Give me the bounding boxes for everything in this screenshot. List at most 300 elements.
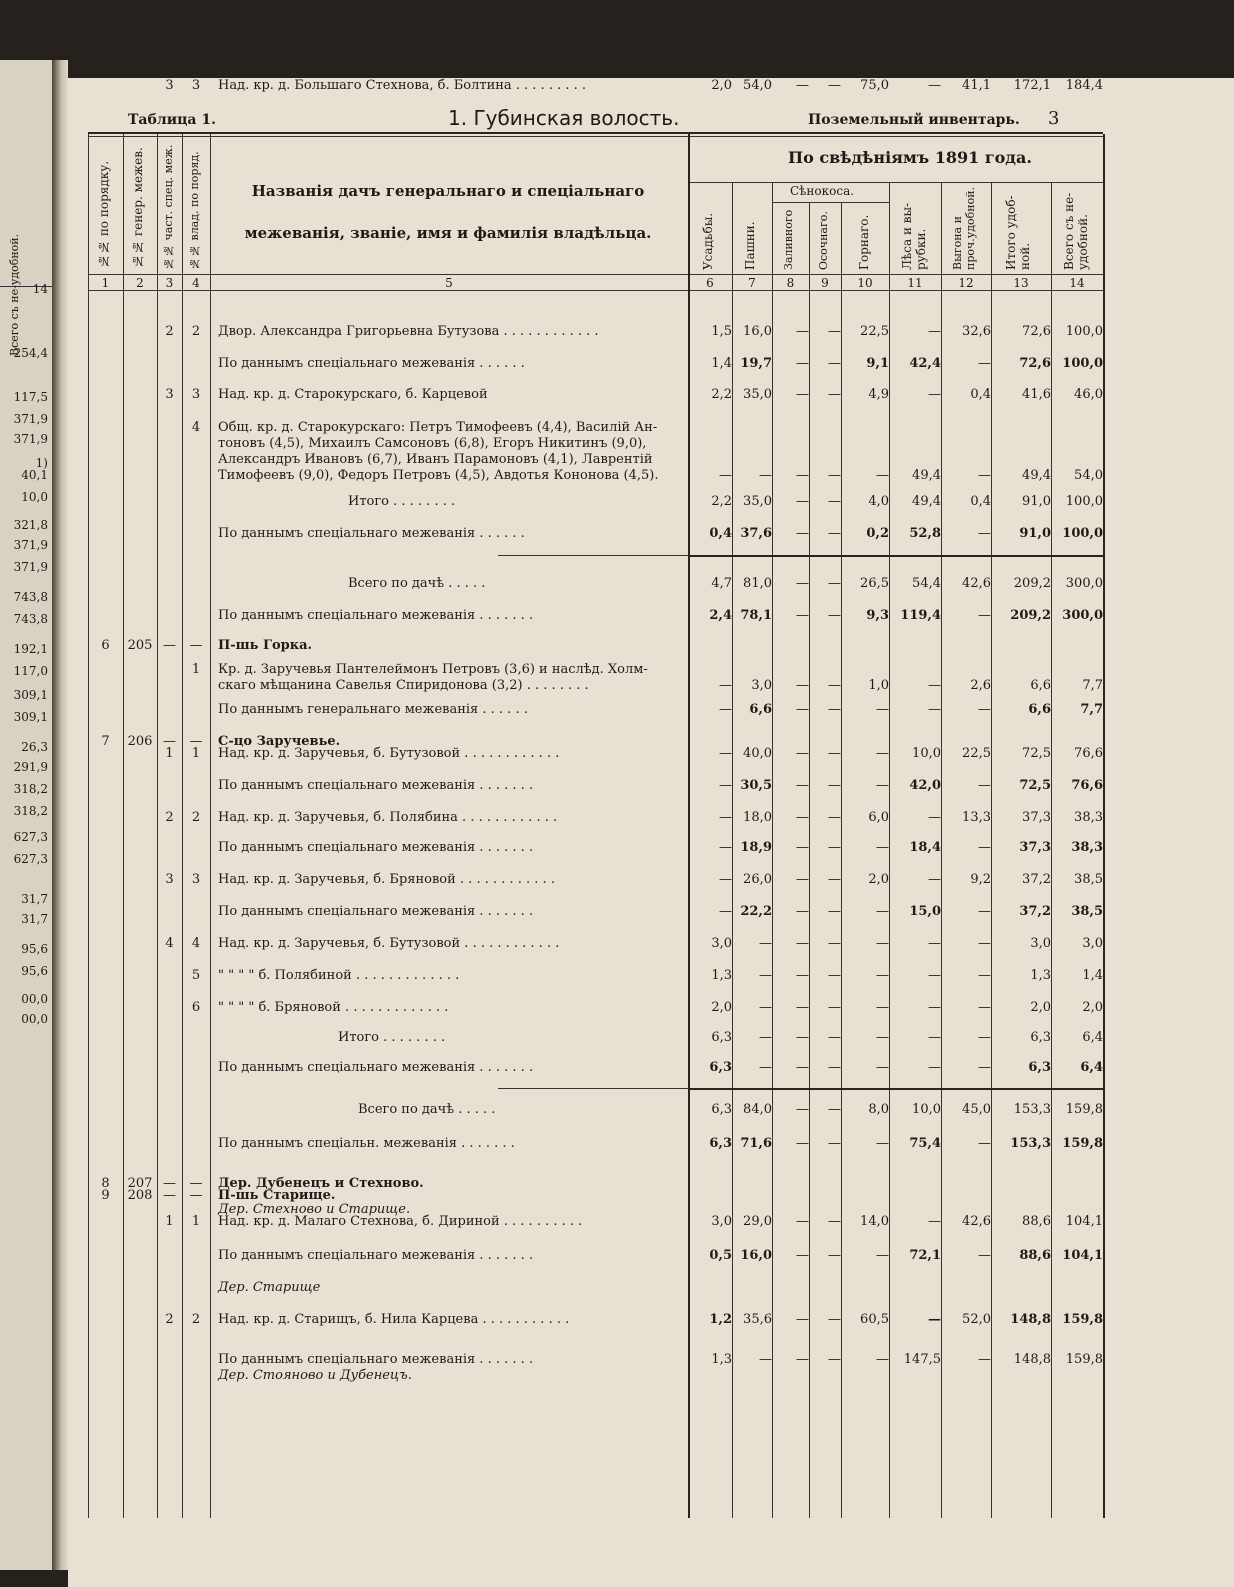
- row-c2: 205: [127, 638, 153, 653]
- row-description: [218, 662, 688, 694]
- cell-n11: 75,4: [909, 1136, 941, 1151]
- row-c4: 2: [191, 810, 201, 825]
- cell-n13: 209,2: [1013, 576, 1051, 591]
- row-c3: 2: [165, 1312, 174, 1327]
- cell-n11: 49,4: [912, 494, 941, 509]
- cell-n7: 30,5: [740, 778, 772, 793]
- cell-n8: —: [796, 1136, 809, 1151]
- cell-n7: 19,7: [740, 356, 772, 371]
- cell-n10: —: [876, 702, 889, 717]
- row-description: По даннымъ спеціальнаго межеванія . . . . . . .: [218, 1060, 534, 1075]
- cell-n8: —: [796, 387, 809, 402]
- col-header-itogo: Итого удоб-ной.: [1004, 195, 1032, 270]
- row-description: По даннымъ спеціальнаго межеванія . . . . . .: [218, 526, 525, 541]
- row-c1: 7: [101, 734, 110, 749]
- row-description: П-шь Старище.: [218, 1188, 336, 1203]
- cell-n11: 42,4: [909, 356, 941, 371]
- cell-n8: —: [796, 526, 809, 541]
- cell-n9: —: [828, 1030, 841, 1045]
- row-description: С-цо Заручевье.: [218, 734, 341, 749]
- block-rule: [688, 1088, 1103, 1090]
- cell-n7: —: [759, 468, 772, 483]
- cell-n12: 45,0: [962, 1102, 991, 1117]
- column-number: 13: [1013, 276, 1029, 290]
- cell-n12: —: [978, 356, 991, 371]
- col-header-les: Лѣса и вы-рубки.: [900, 202, 928, 270]
- cell-n14: 7,7: [1080, 702, 1103, 717]
- row-description: Над. кр. д. Заручевья, б. Бутузовой . . . . . . . . . . . .: [218, 746, 560, 761]
- cell-n6: —: [719, 468, 732, 483]
- cell-n7: 3,0: [751, 678, 772, 693]
- row-description: Над. кр. д. Старокурскаго, б. Карцевой: [218, 387, 488, 402]
- cell-n11: —: [928, 1312, 941, 1327]
- cell-n14: 100,0: [1062, 356, 1103, 371]
- cell-n10: —: [876, 1352, 889, 1367]
- row-c4: 4: [191, 420, 201, 435]
- cell-n11: —: [928, 702, 941, 717]
- cell-n10: 6,0: [868, 810, 889, 825]
- row-c3: 3: [165, 78, 174, 93]
- left-page-value: 291,9: [13, 760, 48, 774]
- cell-n6: —: [719, 746, 732, 761]
- row-description: " " " " б. Бряновой . . . . . . . . . . . . .: [218, 1000, 449, 1015]
- row-c4: 3: [191, 387, 201, 402]
- left-page-value: 1): [35, 456, 48, 470]
- row-description: По даннымъ спеціальнаго межеванія . . . . . . .: [218, 608, 534, 623]
- cell-n14: 159,8: [1062, 1312, 1103, 1327]
- row-c4: 1: [191, 746, 201, 761]
- cell-n9: —: [828, 810, 841, 825]
- cell-n9: —: [828, 1352, 841, 1367]
- cell-n9: —: [828, 746, 841, 761]
- cell-n14: 54,0: [1074, 468, 1103, 483]
- cell-n10: —: [876, 1000, 889, 1015]
- cell-n6: 6,3: [711, 1102, 732, 1117]
- col-rule: [1103, 134, 1105, 1518]
- col-header-spec: №№ част. спец. меж.: [162, 144, 175, 270]
- left-page-strip: [0, 60, 54, 1570]
- col-header-osochnogo: Осочнаго.: [817, 211, 830, 270]
- cell-n9: —: [828, 387, 841, 402]
- cell-n9: —: [828, 468, 841, 483]
- cell-n14: 159,8: [1065, 1352, 1103, 1367]
- cell-n6: 1,2: [709, 1312, 732, 1327]
- cell-n9: —: [828, 1060, 841, 1075]
- cell-n10: —: [876, 904, 889, 919]
- row-description: Двор. Александра Григорьевна Бутузова . . . . . . . . . . . .: [218, 324, 599, 339]
- cell-n12: —: [978, 904, 991, 919]
- cell-n8: —: [796, 1030, 809, 1045]
- cell-n10: 9,1: [866, 356, 889, 371]
- col-rule: [210, 134, 211, 1518]
- column-number: 4: [192, 276, 200, 290]
- cell-n11: 18,4: [909, 840, 941, 855]
- row-description-line: Александръ Ивановъ (6,7), Иванъ Парамоновъ (4,1), Лаврентій: [218, 452, 653, 467]
- left-page-header-text: Всего съ не-удобной.: [8, 233, 21, 356]
- cell-n9: —: [828, 968, 841, 983]
- cell-n6: —: [719, 678, 732, 693]
- cell-n7: 18,9: [740, 840, 772, 855]
- row-c3: 1: [165, 1214, 174, 1229]
- header-top-rule: [88, 132, 1103, 134]
- left-page-value: 254,4: [13, 346, 48, 360]
- cell-n9: —: [828, 702, 841, 717]
- cell-n14: 76,6: [1071, 778, 1103, 793]
- cell-n8: —: [796, 936, 809, 951]
- cell-n12: —: [978, 968, 991, 983]
- row-c4: 6: [191, 1000, 201, 1015]
- left-page-value: 117,5: [13, 390, 48, 404]
- cell-n11: 10,0: [912, 746, 941, 761]
- cell-n8: —: [796, 324, 809, 339]
- cell-n7: 37,6: [740, 526, 772, 541]
- row-description: " " " " б. Полябиной . . . . . . . . . . . . .: [218, 968, 460, 983]
- col-rule: [123, 134, 124, 1518]
- cell-n6: 6,3: [709, 1060, 732, 1075]
- cell-n14: 159,8: [1065, 1102, 1103, 1117]
- cell-n9: —: [828, 872, 841, 887]
- left-page-col-number: 14: [32, 282, 48, 296]
- cell-n9: —: [828, 608, 841, 623]
- cell-n12: —: [978, 526, 991, 541]
- cell-n13: 6,6: [1030, 678, 1051, 693]
- cell-n9: —: [828, 526, 841, 541]
- column-number: 10: [857, 276, 873, 290]
- cell-n9: —: [828, 1102, 841, 1117]
- cell-n13: 37,2: [1019, 904, 1051, 919]
- cell-n13: 37,3: [1022, 810, 1051, 825]
- left-page-value: 371,9: [13, 538, 48, 552]
- cell-n14: 1,4: [1082, 968, 1103, 983]
- row-description: Всего по дачѣ . . . . .: [358, 1102, 496, 1117]
- cell-n14: 100,0: [1065, 494, 1103, 509]
- cell-n8: —: [796, 1352, 809, 1367]
- row-c4: —: [189, 1188, 203, 1203]
- cell-n13: 72,5: [1019, 778, 1051, 793]
- cell-n9: —: [828, 1214, 841, 1229]
- row-c2: 207: [127, 1176, 153, 1191]
- left-page-value: 627,3: [13, 852, 48, 866]
- row-description: Итого . . . . . . . .: [338, 1030, 446, 1045]
- cell-n12: 42,6: [962, 1214, 991, 1229]
- cell-n6: 1,5: [711, 324, 732, 339]
- cell-n6: 0,5: [709, 1248, 732, 1263]
- cell-n8: —: [796, 494, 809, 509]
- cell-n8: —: [796, 576, 809, 591]
- col-header-pashni: Пашни.: [743, 221, 757, 270]
- cell-n10: —: [876, 936, 889, 951]
- left-page-value: 309,1: [13, 710, 48, 724]
- group-title-rule: [688, 182, 1103, 183]
- row-description: Дер. Дубенецъ и Стехново.: [218, 1176, 424, 1191]
- cell-n13: 72,6: [1022, 324, 1051, 339]
- cell-n11: 15,0: [909, 904, 941, 919]
- row-description: Над. кр. д. Заручевья, б. Бряновой . . . . . . . . . . . .: [218, 872, 555, 887]
- cell-n12: 32,6: [962, 324, 991, 339]
- cell-n13: 3,0: [1030, 936, 1051, 951]
- left-page-value: 95,6: [21, 942, 48, 956]
- cell-n12: —: [978, 608, 991, 623]
- cell-n6: 3,0: [711, 1214, 732, 1229]
- cell-n10: —: [876, 1136, 889, 1151]
- cell-n12: —: [978, 468, 991, 483]
- cell-n10: 26,5: [860, 576, 889, 591]
- cell-n6: —: [719, 702, 732, 717]
- cell-n8: —: [796, 78, 809, 93]
- row-c4: 1: [191, 662, 201, 677]
- col-header-seq: №№ по порядку.: [97, 160, 111, 268]
- row-description: Дер. Стехново и Старище.: [218, 1202, 411, 1217]
- cell-n12: 41,1: [962, 78, 991, 93]
- cell-n12: —: [978, 1060, 991, 1075]
- cell-n12: —: [978, 1030, 991, 1045]
- cell-n9: —: [828, 904, 841, 919]
- cell-n6: 3,0: [711, 936, 732, 951]
- cell-n14: 38,5: [1074, 872, 1103, 887]
- cell-n12: 9,2: [970, 872, 991, 887]
- cell-n10: 22,5: [860, 324, 889, 339]
- row-c4: —: [189, 734, 203, 749]
- cell-n11: —: [928, 872, 941, 887]
- cell-n13: 1,3: [1030, 968, 1051, 983]
- cell-n14: 300,0: [1062, 608, 1103, 623]
- hay-group-rule: [772, 202, 889, 203]
- cell-n11: —: [928, 324, 941, 339]
- row-c4: —: [189, 1176, 203, 1191]
- col-header-usadby: Усадьбы.: [701, 212, 715, 270]
- cell-n9: —: [828, 494, 841, 509]
- cell-n10: —: [876, 746, 889, 761]
- cell-n12: —: [978, 702, 991, 717]
- cell-n13: 37,3: [1019, 840, 1051, 855]
- cell-n13: 6,6: [1028, 702, 1051, 717]
- column-number: 3: [165, 276, 174, 290]
- cell-n14: 100,0: [1065, 324, 1103, 339]
- cell-n7: 54,0: [743, 78, 772, 93]
- row-c3: 3: [165, 387, 174, 402]
- row-description: По даннымъ спеціальнаго межеванія . . . . . . .: [218, 840, 534, 855]
- cell-n8: —: [796, 1312, 809, 1327]
- row-c3: 2: [165, 810, 174, 825]
- row-description: По даннымъ генеральнаго межеванія . . . . . .: [218, 702, 528, 717]
- cell-n9: —: [828, 324, 841, 339]
- left-page-value: 743,8: [13, 612, 48, 626]
- cell-n8: —: [796, 904, 809, 919]
- row-description: Итого . . . . . . . .: [348, 494, 456, 509]
- cell-n8: —: [796, 1102, 809, 1117]
- left-page-value: 31,7: [21, 912, 48, 926]
- cell-n6: —: [719, 810, 732, 825]
- cell-n14: 6,4: [1082, 1030, 1103, 1045]
- group-title: По свѣдѣніямъ 1891 года.: [788, 148, 1032, 167]
- cell-n10: —: [876, 1060, 889, 1075]
- cell-n7: —: [759, 1000, 772, 1015]
- col-rule: [88, 134, 89, 1518]
- cell-n6: 6,3: [711, 1030, 732, 1045]
- cell-n11: 54,4: [912, 576, 941, 591]
- numbers-bottom-rule: [88, 290, 1103, 291]
- cell-n13: 2,0: [1030, 1000, 1051, 1015]
- cell-n8: —: [796, 608, 809, 623]
- left-page-value: 371,9: [13, 560, 48, 574]
- cell-n9: —: [828, 840, 841, 855]
- cell-n14: 300,0: [1065, 576, 1103, 591]
- cell-n6: —: [719, 840, 732, 855]
- cell-n9: —: [828, 936, 841, 951]
- cell-n6: —: [719, 904, 732, 919]
- cell-n14: 104,1: [1065, 1214, 1103, 1229]
- left-page-value: 95,6: [21, 964, 48, 978]
- left-page-value: 31,7: [21, 892, 48, 906]
- cell-n11: —: [928, 1214, 941, 1229]
- cell-n8: —: [796, 810, 809, 825]
- cell-n13: 91,0: [1019, 526, 1051, 541]
- left-page-value: 26,3: [21, 740, 48, 754]
- cell-n14: 3,0: [1082, 936, 1103, 951]
- cell-n7: 35,0: [743, 387, 772, 402]
- cell-n12: 2,6: [970, 678, 991, 693]
- cell-n13: 72,5: [1022, 746, 1051, 761]
- row-c4: 2: [191, 1312, 201, 1327]
- cell-n8: —: [796, 1214, 809, 1229]
- cell-n8: —: [796, 840, 809, 855]
- cell-n11: 42,0: [909, 778, 941, 793]
- cell-n11: —: [928, 78, 941, 93]
- cell-n8: —: [796, 746, 809, 761]
- cell-n14: 38,5: [1071, 904, 1103, 919]
- header-bottom-rule: [88, 274, 1103, 275]
- left-page-value: 318,2: [13, 782, 48, 796]
- column-number: 12: [958, 276, 974, 290]
- row-c1: 8: [101, 1176, 110, 1191]
- row-c3: —: [163, 1176, 176, 1191]
- col-header-vsego: Всего съ не-удобной.: [1062, 192, 1090, 270]
- row-c4: 3: [191, 78, 201, 93]
- cell-n11: 52,8: [909, 526, 941, 541]
- row-description: По даннымъ спеціальнаго межеванія . . . . . . .: [218, 1352, 534, 1367]
- row-c1: 9: [101, 1188, 110, 1203]
- page-title: 1. Губинская волость.: [448, 106, 680, 130]
- block-rule: [498, 1088, 688, 1089]
- cell-n6: 2,4: [709, 608, 732, 623]
- row-c3: 1: [165, 746, 174, 761]
- cell-n11: —: [928, 1000, 941, 1015]
- cell-n8: —: [796, 1060, 809, 1075]
- left-page-value: 00,0: [21, 1012, 48, 1026]
- cell-n7: 16,0: [740, 1248, 772, 1263]
- cell-n8: —: [796, 678, 809, 693]
- row-c4: —: [189, 638, 203, 653]
- cell-n11: 49,4: [912, 468, 941, 483]
- cell-n10: 60,5: [860, 1312, 889, 1327]
- cell-n6: 1,3: [711, 1352, 732, 1367]
- cell-n14: 7,7: [1082, 678, 1103, 693]
- cell-n9: —: [828, 1000, 841, 1015]
- row-description-line: Кр. д. Заручевья Пантелеймонъ Петровъ (3,6) и наслѣд. Холм-: [218, 662, 648, 677]
- row-c3: —: [163, 734, 176, 749]
- left-page-value: 10,0: [21, 490, 48, 504]
- left-page-value: 371,9: [13, 412, 48, 426]
- cell-n7: —: [759, 936, 772, 951]
- cell-n8: —: [796, 702, 809, 717]
- cell-n9: —: [828, 356, 841, 371]
- cell-n6: 2,0: [711, 78, 732, 93]
- cell-n6: 0,4: [709, 526, 732, 541]
- cell-n14: 184,4: [1065, 78, 1103, 93]
- col-rule: [182, 134, 183, 1518]
- cell-n7: 16,0: [743, 324, 772, 339]
- row-description: [218, 420, 688, 484]
- row-c4: 1: [191, 1214, 201, 1229]
- cell-n13: 91,0: [1022, 494, 1051, 509]
- left-page-value: 627,3: [13, 830, 48, 844]
- cell-n14: 76,6: [1074, 746, 1103, 761]
- row-c4: 2: [191, 324, 201, 339]
- row-c3: 4: [165, 936, 174, 951]
- hay-group-title: Сѣнокоса.: [790, 184, 855, 198]
- row-description-line: тоновъ (4,5), Михаилъ Самсоновъ (6,8), Егоръ Никитинъ (9,0),: [218, 436, 647, 451]
- cell-n10: 75,0: [860, 78, 889, 93]
- cell-n9: —: [828, 576, 841, 591]
- column-number: 9: [821, 276, 829, 290]
- col-rule: [688, 134, 690, 1518]
- column-number: 14: [1069, 276, 1085, 290]
- cell-n13: 6,3: [1028, 1060, 1051, 1075]
- cell-n8: —: [796, 1248, 809, 1263]
- row-description-line: Тимофеевъ (9,0), Федоръ Петровъ (4,5), Авдотья Кононова (4,5).: [218, 468, 659, 483]
- row-c4: 4: [191, 936, 201, 951]
- cell-n14: 6,4: [1080, 1060, 1103, 1075]
- cell-n13: 37,2: [1022, 872, 1051, 887]
- row-c1: 6: [101, 638, 110, 653]
- left-page-value: 318,2: [13, 804, 48, 818]
- cell-n10: —: [876, 468, 889, 483]
- page-number: 3: [1048, 108, 1060, 129]
- cell-n10: 8,0: [868, 1102, 889, 1117]
- cell-n10: 14,0: [860, 1214, 889, 1229]
- cell-n12: —: [978, 1248, 991, 1263]
- column-number: 5: [445, 276, 453, 290]
- cell-n13: 209,2: [1010, 608, 1051, 623]
- cell-n12: 42,6: [962, 576, 991, 591]
- cell-n8: —: [796, 468, 809, 483]
- cell-n14: 2,0: [1082, 1000, 1103, 1015]
- col-header-vygon: Выгона и проч.удобной.: [951, 186, 977, 270]
- cell-n11: 72,1: [909, 1248, 941, 1263]
- block-rule: [498, 555, 688, 556]
- cell-n10: —: [876, 840, 889, 855]
- cell-n10: —: [876, 778, 889, 793]
- column-number: 8: [786, 276, 795, 290]
- cell-n12: —: [978, 1136, 991, 1151]
- cell-n10: 4,0: [868, 494, 889, 509]
- col-header-owner: №№ влад. по поряд.: [188, 151, 201, 270]
- cell-n11: 119,4: [900, 608, 941, 623]
- cell-n11: —: [928, 936, 941, 951]
- cell-n8: —: [796, 1000, 809, 1015]
- cell-n10: 9,3: [866, 608, 889, 623]
- row-description: П-шь Горка.: [218, 638, 313, 653]
- cell-n13: 88,6: [1022, 1214, 1051, 1229]
- cell-n10: 4,9: [868, 387, 889, 402]
- cell-n7: 18,0: [743, 810, 772, 825]
- header-top-rule-thin: [88, 136, 1103, 137]
- row-c2: 208: [127, 1188, 153, 1203]
- cell-n11: —: [928, 1060, 941, 1075]
- cell-n11: —: [928, 678, 941, 693]
- cell-n9: —: [828, 778, 841, 793]
- cell-n10: 1,0: [868, 678, 889, 693]
